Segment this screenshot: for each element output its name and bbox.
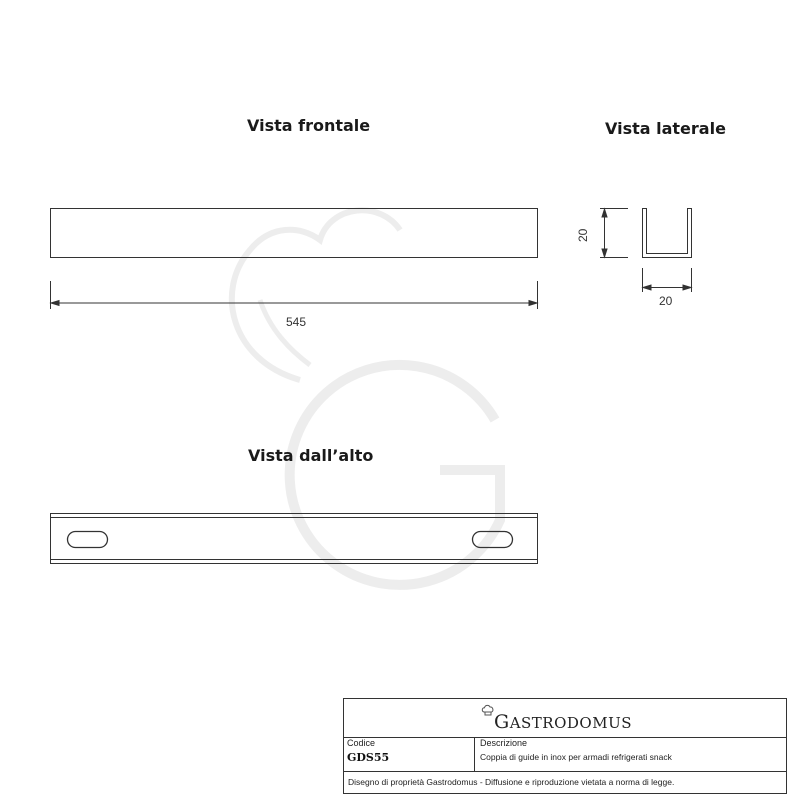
side-view-u-profile: [643, 209, 692, 258]
title-block-logo-row: [344, 699, 786, 738]
slot-left: [68, 532, 108, 548]
title-block: [343, 698, 787, 794]
front-view-profile: [51, 209, 538, 258]
side-view: [600, 209, 692, 293]
brand-name: GASTRODOMUS: [494, 711, 632, 733]
front-view-title: Vista frontale: [247, 116, 371, 135]
side-width-dimension-label: 20: [659, 294, 673, 308]
ownership-notice: Disegno di proprietà Gastrodomus - Diffusione e riproduzione vietata a norma di legge.: [348, 777, 675, 787]
code-label: Codice: [347, 738, 376, 748]
side-view-title: Vista laterale: [605, 119, 726, 138]
top-view-outline: [51, 514, 538, 564]
code-cell: [344, 737, 475, 771]
chef-hat-g-watermark: [232, 210, 500, 585]
length-dimension-label: 545: [286, 315, 307, 329]
front-view: [51, 209, 538, 310]
code-value: GDS55: [347, 751, 390, 764]
description-label: Descrizione: [480, 738, 528, 748]
chef-hat-icon: [481, 703, 495, 717]
side-height-dimension-label: 20: [576, 228, 590, 242]
top-view-title: Vista dall’alto: [248, 446, 374, 465]
title-block-info-row: [344, 737, 786, 772]
top-view: [51, 514, 538, 564]
description-value: Coppia di guide in inox per armadi refrigerati snack: [480, 752, 672, 762]
